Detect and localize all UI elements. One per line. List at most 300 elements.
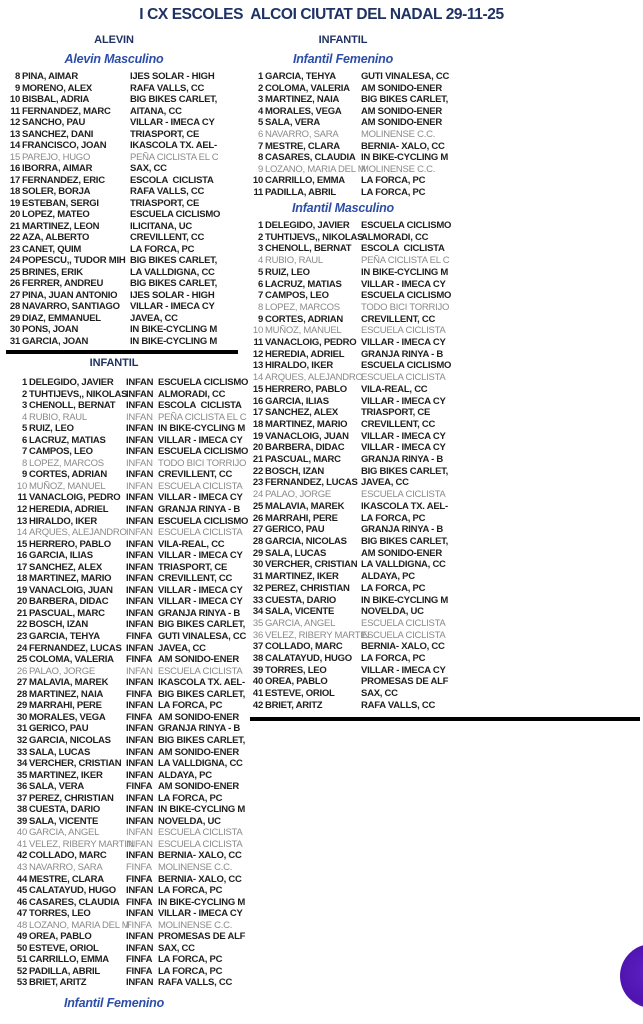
- rider-num: 1: [257, 220, 263, 231]
- divider-left: [6, 350, 238, 354]
- rider-club: LA FORCA, PC: [158, 792, 223, 804]
- rider-row: [252, 641, 564, 653]
- rider-num: 29: [9, 312, 20, 324]
- rider-club: BIG BIKES CARLET,: [361, 535, 449, 547]
- rider-club: NOVELDA, UC: [158, 815, 221, 827]
- rider-num: 14: [16, 527, 27, 539]
- rider-name: FRANCISCO, JOAN: [22, 140, 107, 151]
- rider-name: SANCHEZ, DANI: [22, 128, 94, 140]
- rider-club: PEÑA CICLISTA EL C: [158, 411, 247, 423]
- rider-num: 51: [16, 954, 27, 966]
- rider-club: VILLAR - IMECA CY: [361, 278, 446, 290]
- rider-num: 27: [252, 524, 263, 536]
- rider-name: CUESTA, DARIO: [265, 594, 336, 606]
- rider-num: 11: [253, 186, 263, 198]
- rider-club: LA VALLDIGNA, CC: [361, 559, 446, 571]
- rider-cat: INFAN: [126, 423, 154, 435]
- rider-cat: INFAN: [126, 480, 153, 492]
- rider-num: 10: [252, 175, 263, 187]
- rider-club: LA FORCA, PC: [130, 243, 195, 255]
- rider-name: HIRALDO, IKER: [29, 515, 97, 527]
- rider-name: NAVARRO, SARA: [29, 861, 103, 873]
- rider-row: [252, 419, 564, 431]
- rider-row: [8, 712, 242, 724]
- rider-club: CREVILLENT, CC: [158, 469, 233, 481]
- rider-name: HIRALDO, IKER: [265, 360, 333, 372]
- rider-name: COLLADO, MARC: [265, 641, 343, 653]
- rider-cat: INFAN: [126, 515, 154, 527]
- rider-club: TODO BICI TORRIJO: [361, 301, 450, 313]
- rider-num: 20: [252, 442, 263, 454]
- rider-num: 17: [9, 174, 20, 186]
- rider-name: HEREDIA, ADRIEL: [29, 504, 109, 516]
- rider-name: HEREDIA, ADRIEL: [265, 348, 345, 360]
- rider-club: CREVILLENT, CC: [361, 313, 436, 325]
- rider-row: [252, 396, 564, 408]
- rider-num: 48: [16, 919, 27, 931]
- rider-num: 26: [9, 278, 20, 289]
- rider-club: VILLAR - IMECA CY: [361, 337, 446, 349]
- rider-row: [8, 700, 242, 712]
- rider-club: BIG BIKES CARLET,: [158, 688, 246, 700]
- rider-num: 52: [16, 965, 27, 977]
- rider-num: 18: [16, 573, 27, 585]
- rider-name: MESTRE, CLARA: [265, 140, 340, 152]
- rider-row: [8, 94, 242, 106]
- rider-num: 13: [9, 128, 20, 140]
- section-header-infantil-left: INFANTIL: [89, 357, 139, 369]
- rider-name: ESTEVE, ORIOL: [265, 688, 335, 700]
- rider-name: GARCIA, NICOLAS: [29, 734, 111, 746]
- rider-club: CREVILLENT, CC: [130, 232, 205, 243]
- infantil-femenino-list: [252, 71, 564, 199]
- rider-row: [8, 920, 242, 932]
- rider-row: [252, 279, 564, 291]
- rider-num: 21: [252, 454, 263, 466]
- rider-row: [8, 573, 242, 585]
- rider-club: LA FORCA, PC: [361, 175, 426, 187]
- rider-row: [252, 302, 564, 314]
- rider-club: VILLAR - IMECA CY: [158, 908, 243, 920]
- rider-name: ESTEVE, ORIOL: [29, 942, 99, 954]
- rider-club: JAVEA, CC: [361, 477, 409, 489]
- rider-num: 34: [16, 758, 27, 770]
- rider-club: ESCUELA CICLISTA: [361, 629, 446, 641]
- rider-row: [252, 141, 564, 153]
- rider-club: AM SONIDO-ENER: [361, 105, 442, 117]
- rider-num: 20: [9, 209, 20, 220]
- rider-name: PASCUAL, MARC: [265, 454, 341, 466]
- rider-name: TUHTIJEVS,, NIKOLAS: [29, 388, 128, 400]
- rider-row: [8, 562, 242, 574]
- rider-club: VILLAR - IMECA CY: [158, 492, 243, 504]
- rider-num: 34: [252, 606, 263, 618]
- rider-num: 28: [252, 535, 263, 547]
- section-header-infantil-right: INFANTIL: [318, 34, 368, 46]
- rider-club: PEÑA CICLISTA EL C: [361, 255, 450, 267]
- rider-row: [252, 71, 564, 83]
- rider-cat: INFAN: [126, 769, 154, 781]
- rider-num: 16: [9, 163, 20, 174]
- rider-name: DIAZ, EMMANUEL: [22, 312, 101, 324]
- rider-num: 17: [16, 561, 27, 573]
- rider-row: [252, 220, 564, 232]
- rider-num: 40: [16, 827, 27, 839]
- rider-club: AM SONIDO-ENER: [158, 746, 239, 758]
- rider-row: [8, 850, 242, 862]
- rider-club: AM SONIDO-ENER: [158, 781, 239, 793]
- rider-cat: INFAN: [126, 388, 154, 400]
- rider-name: MALAVIA, MAREK: [265, 500, 345, 512]
- rider-name: TORRES, LEO: [29, 908, 91, 920]
- rider-name: LOPEZ, MARCOS: [265, 301, 340, 313]
- rider-num: 26: [252, 512, 263, 524]
- rider-row: [8, 943, 242, 955]
- rider-row: [8, 619, 246, 631]
- rider-cat: INFAN: [126, 758, 154, 770]
- rider-num: 38: [16, 804, 27, 816]
- rider-row: [8, 734, 246, 747]
- rider-row: [252, 477, 564, 489]
- rider-name: VERCHER, CRISTIAN: [265, 559, 358, 571]
- rider-num: 17: [252, 407, 263, 419]
- rider-name: OREA, PABLO: [29, 931, 92, 943]
- rider-num: 30: [9, 324, 20, 335]
- rider-num: 8: [257, 301, 263, 313]
- rider-row: [252, 175, 564, 187]
- rider-club: AM SONIDO-ENER: [361, 82, 442, 94]
- rider-name: GARCIA, TEHYA: [29, 631, 100, 643]
- rider-cat: INFAN: [126, 850, 154, 862]
- rider-club: GUTI VINALESA, CC: [361, 71, 450, 82]
- rider-num: 42: [16, 850, 27, 862]
- alevin-masculino-list: [8, 71, 242, 347]
- rider-row: [252, 290, 564, 302]
- rider-row: [8, 71, 242, 83]
- rider-club: IJES SOLAR - HIGH: [130, 289, 215, 301]
- rider-row: [252, 187, 564, 199]
- rider-club: ILICITANA, UC: [130, 220, 193, 232]
- rider-club: VILLAR - IMECA CY: [130, 117, 215, 128]
- rider-row: [8, 747, 242, 759]
- rider-num: 35: [16, 769, 27, 781]
- rider-club: GRANJA RINYA - B: [158, 607, 241, 619]
- rider-row: [252, 653, 564, 665]
- rider-num: 19: [9, 197, 20, 209]
- rider-num: 4: [21, 411, 27, 423]
- rider-name: MARTINEZ, MARIO: [29, 573, 112, 585]
- rider-num: 2: [21, 388, 27, 400]
- rider-club: LA FORCA, PC: [158, 700, 223, 712]
- rider-club: CREVILLENT, CC: [361, 418, 436, 430]
- rider-club: VILA-REAL, CC: [158, 538, 225, 550]
- rider-row: [252, 501, 564, 513]
- rider-name: FERNANDEZ, MARC: [22, 105, 111, 117]
- rider-name: MARTINEZ, LEON: [22, 220, 100, 232]
- rider-name: CORTES, ADRIAN: [29, 469, 107, 481]
- rider-row: [8, 83, 242, 95]
- rider-name: BISBAL, ADRIA: [22, 94, 90, 105]
- rider-row: [8, 515, 249, 528]
- rider-club: ALDAYA, PC: [361, 571, 415, 583]
- rider-name: VANACLOIG, PEDRO: [29, 492, 121, 504]
- rider-club: IKASCOLA TX. AEL-: [158, 677, 245, 689]
- rider-num: 38: [252, 653, 263, 665]
- rider-name: IBORRA, AIMAR: [22, 163, 93, 174]
- rider-club: PROMESAS DE ALF: [361, 676, 449, 688]
- rider-club: IN BIKE-CYCLING M: [130, 335, 218, 347]
- rider-club: ESCUELA CICLISTA: [361, 489, 446, 501]
- rider-name: FERRER, ANDREU: [22, 278, 104, 289]
- rider-num: 9: [21, 469, 27, 481]
- rider-name: RUBIO, RAUL: [265, 255, 323, 267]
- rider-club: ESCUELA CICLISMO: [158, 377, 249, 388]
- rider-row: [8, 278, 242, 290]
- rider-row: [8, 244, 242, 256]
- rider-cat: INFAN: [126, 746, 154, 758]
- rider-name: GARCIA, TEHYA: [265, 71, 336, 82]
- rider-num: 13: [16, 515, 27, 527]
- rider-club: BIG BIKES CARLET,: [130, 278, 218, 289]
- rider-row: [8, 608, 242, 620]
- rider-name: MESTRE, CLARA: [29, 873, 104, 885]
- rider-name: GARCIA, ILIAS: [29, 550, 93, 562]
- rider-name: LOZANO, MARIA DEL M: [265, 163, 366, 175]
- rider-row: [8, 400, 242, 412]
- rider-name: BARBERA, DIDAC: [29, 596, 109, 608]
- rider-club: IKASCOLA TX. AEL-: [130, 140, 217, 151]
- rider-club: VILLAR - IMECA CY: [158, 434, 243, 446]
- rider-num: 15: [252, 383, 263, 395]
- rider-cat: INFAN: [126, 573, 154, 585]
- rider-num: 6: [21, 434, 27, 446]
- rider-club: AM SONIDO-ENER: [158, 654, 239, 666]
- rider-name: COLLADO, MARC: [29, 850, 107, 862]
- rider-row: [252, 618, 564, 630]
- rider-row: [8, 186, 242, 198]
- rider-num: 12: [252, 348, 263, 360]
- rider-cat: FINFA: [126, 654, 153, 666]
- rider-name: MORALES, VEGA: [265, 105, 342, 117]
- rider-club: LA FORCA, PC: [158, 954, 223, 966]
- rider-club: BIG BIKES CARLET,: [158, 734, 246, 746]
- rider-num: 24: [16, 642, 27, 654]
- rider-club: JAVEA, CC: [158, 642, 206, 654]
- rider-name: MARTINEZ, NAIA: [265, 94, 340, 106]
- rider-name: MARRAHI, PERE: [265, 512, 338, 524]
- rider-cat: INFAN: [126, 538, 154, 550]
- floating-action-button[interactable]: [620, 944, 643, 1008]
- rider-row: [8, 677, 245, 689]
- rider-num: 23: [9, 243, 20, 255]
- rider-row: [252, 152, 564, 164]
- rider-name: RUIZ, LEO: [29, 423, 74, 435]
- rider-cat: FINFA: [126, 873, 153, 885]
- rider-club: ESCUELA CICLISMO: [158, 515, 249, 527]
- rider-name: PAREJO, HUGO: [22, 151, 91, 163]
- rider-cat: INFAN: [126, 550, 154, 562]
- rider-num: 28: [9, 301, 20, 312]
- rider-name: NAVARRO, SARA: [265, 128, 339, 140]
- rider-club: MOLINENSE C.C.: [361, 128, 436, 140]
- rider-num: 22: [252, 465, 263, 477]
- rider-num: 15: [16, 538, 27, 550]
- rider-club: ESCUELA CICLISTA: [158, 838, 243, 850]
- rider-num: 29: [16, 700, 27, 712]
- rider-cat: FINFA: [126, 781, 153, 793]
- rider-num: 45: [16, 885, 27, 897]
- rider-club: RAFA VALLS, CC: [158, 977, 233, 989]
- rider-num: 18: [9, 186, 20, 197]
- rider-cat: INFAN: [126, 607, 154, 619]
- rider-row: [252, 524, 564, 536]
- rider-row: [8, 862, 242, 874]
- rider-club: VILLAR - IMECA CY: [130, 301, 215, 312]
- rider-club: ESCUELA CICLISMO: [361, 220, 452, 231]
- rider-cat: INFAN: [126, 665, 153, 677]
- rider-cat: INFAN: [126, 457, 153, 469]
- rider-club: BERNIA- XALO, CC: [158, 850, 242, 862]
- rider-num: 7: [257, 140, 263, 152]
- rider-club: ESCUELA CICLISMO: [361, 290, 452, 302]
- rider-name: HERRERO, PABLO: [29, 538, 111, 550]
- rider-row: [8, 152, 242, 164]
- rider-club: ALMORADI, CC: [361, 231, 429, 243]
- rider-row: [252, 700, 564, 712]
- rider-num: 24: [9, 255, 20, 266]
- rider-row: [8, 492, 242, 504]
- rider-row: [8, 377, 249, 389]
- rider-club: IN BIKE-CYCLING M: [130, 324, 218, 335]
- rider-num: 4: [257, 105, 263, 117]
- rider-cat: INFAN: [126, 700, 154, 712]
- rider-name: CAMPOS, LEO: [29, 446, 93, 458]
- rider-num: 9: [257, 313, 263, 325]
- rider-name: BOSCH, IZAN: [265, 465, 324, 477]
- rider-club: TRIASPORT, CE: [361, 407, 431, 419]
- rider-num: 10: [16, 480, 27, 492]
- rider-name: CHENOLL, BERNAT: [29, 400, 116, 412]
- rider-cat: FINFA: [126, 861, 152, 873]
- rider-club: IN BIKE-CYCLING M: [158, 804, 246, 816]
- rider-name: LOPEZ, MARCOS: [29, 457, 104, 469]
- rider-cat: INFAN: [126, 885, 154, 897]
- rider-club: MOLINENSE C.C.: [158, 919, 233, 931]
- rider-club: BERNIA- XALO, CC: [361, 641, 445, 653]
- rider-cat: INFAN: [126, 411, 153, 423]
- rider-row: [8, 336, 242, 348]
- rider-name: COLOMA, VALERIA: [29, 654, 114, 666]
- rider-name: PALAO, JORGE: [29, 665, 95, 677]
- infantil-masculino-list: [252, 220, 564, 712]
- rider-cat: INFAN: [126, 723, 154, 735]
- section-header-alevin: ALEVIN: [94, 34, 134, 46]
- rider-num: 27: [9, 289, 20, 301]
- rider-name: CALATAYUD, HUGO: [265, 653, 352, 665]
- rider-club: ESCUELA CICLISTA: [158, 665, 243, 677]
- rider-club: JAVEA, CC: [130, 312, 178, 324]
- rider-cat: FINFA: [126, 688, 153, 700]
- rider-name: GARCIA, JOAN: [22, 335, 89, 347]
- rider-row: [8, 446, 249, 458]
- rider-cat: INFAN: [126, 527, 153, 539]
- rider-num: 3: [257, 243, 263, 255]
- rider-row: [8, 209, 242, 221]
- rider-club: ALDAYA, PC: [158, 769, 212, 781]
- rider-row: [252, 536, 564, 548]
- rider-num: 25: [16, 654, 27, 666]
- rider-row: [8, 550, 242, 562]
- rider-row: [252, 360, 564, 372]
- rider-row: [8, 221, 242, 233]
- rider-club: VILLAR - IMECA CY: [361, 430, 446, 442]
- rider-num: 3: [257, 94, 263, 106]
- rider-name: SANCHEZ, ALEX: [265, 407, 338, 419]
- rider-row: [8, 313, 242, 325]
- rider-name: CASARES, CLAUDIA: [265, 152, 356, 164]
- rider-num: 28: [16, 688, 27, 700]
- rider-row: [8, 908, 242, 920]
- rider-num: 39: [16, 815, 27, 827]
- rider-club: LA FORCA, PC: [361, 512, 426, 524]
- rider-club: LA FORCA, PC: [361, 186, 426, 198]
- rider-num: 12: [16, 504, 27, 516]
- subheader-infantil-femenino: Infantil Femenino: [292, 52, 394, 66]
- rider-club: VILLAR - IMECA CY: [158, 596, 243, 608]
- rider-name: LACRUZ, MATIAS: [29, 434, 106, 446]
- rider-name: CARRILLO, EMMA: [29, 954, 109, 966]
- rider-name: LOZANO, MARIA DEL M: [29, 919, 130, 931]
- rider-row: [8, 175, 242, 187]
- rider-row: [252, 267, 564, 279]
- rider-row: [252, 384, 564, 396]
- rider-cat: INFAN: [126, 677, 154, 689]
- rider-club: GRANJA RINYA - B: [361, 524, 444, 536]
- rider-club: LA VALLDIGNA, CC: [158, 758, 243, 770]
- rider-club: TRIASPORT, CE: [130, 128, 200, 140]
- rider-name: CANET, QUIM: [22, 243, 81, 255]
- rider-num: 46: [16, 896, 27, 908]
- rider-row: [252, 407, 564, 419]
- rider-row: [8, 423, 246, 435]
- rider-club: MOLINENSE C.C.: [158, 861, 233, 873]
- rider-name: OREA, PABLO: [265, 676, 328, 688]
- rider-club: BERNIA- XALO, CC: [158, 873, 242, 885]
- rider-club: SAX, CC: [361, 688, 398, 700]
- rider-club: VILLAR - IMECA CY: [158, 550, 243, 562]
- rider-num: 44: [16, 873, 27, 885]
- rider-club: ESCUELA CICLISMO: [361, 360, 452, 372]
- rider-row: [252, 548, 564, 560]
- rider-num: 10: [252, 325, 263, 337]
- rider-club: PEÑA CICLISTA EL C: [130, 151, 219, 163]
- rider-num: 33: [16, 746, 27, 758]
- rider-row: [8, 666, 242, 678]
- rider-num: 29: [252, 547, 263, 559]
- rider-row: [8, 129, 242, 141]
- rider-num: 10: [9, 94, 20, 105]
- rider-name: DELEGIDO, JAVIER: [29, 377, 114, 388]
- rider-row: [252, 431, 564, 443]
- subheader-infantil-femenino-footer: Infantil Femenino: [63, 996, 165, 1010]
- rider-name: RUIZ, LEO: [265, 266, 310, 278]
- rider-row: [252, 349, 564, 361]
- rider-cat: INFAN: [126, 827, 153, 839]
- rider-row: [252, 676, 564, 688]
- rider-row: [252, 325, 564, 337]
- rider-club: VILLAR - IMECA CY: [361, 395, 446, 407]
- rider-name: SANCHEZ, ALEX: [29, 561, 102, 573]
